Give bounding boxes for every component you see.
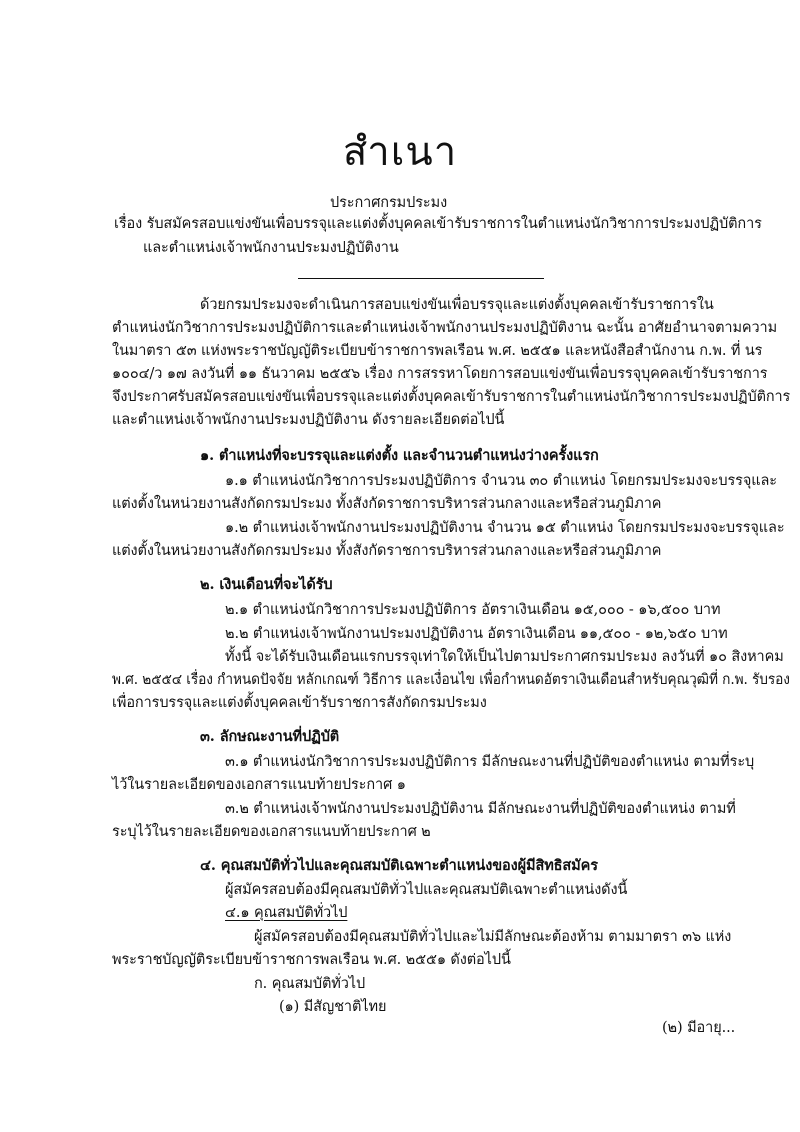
intro-line: ๑๐๐๔/ว ๑๗ ลงวันที่ ๑๑ ธันวาคม ๒๕๕๖ เรื่อง การสรรหาโดยการสอบแข่งขันเพื่อบรรจุบุคคลเข้ารับราชการ bbox=[112, 366, 768, 382]
section-2-line: พ.ศ. ๒๕๕๔ เรื่อง กำหนดปัจจัย หลักเกณฑ์ วิธีการ และเงื่อนไข เพื่อกำหนดอัตราเงินเดือนสำหรับคุณวุฒิที่ ก.พ. รับรอง bbox=[112, 672, 790, 688]
announcement-title: ประกาศกรมประมง bbox=[330, 195, 448, 211]
intro-line: ในมาตรา ๕๓ แห่งพระราชบัญญัติระเบียบข้าราชการพลเรือน พ.ศ. ๒๕๕๑ และหนังสือสำนักงาน ก.พ. ที่ นร bbox=[112, 343, 763, 359]
section-2-line: ๒.๑ ตำแหน่งนักวิชาการประมงปฏิบัติการ อัตราเงินเดือน ๑๕,๐๐๐ - ๑๖,๕๐๐ บาท bbox=[225, 602, 721, 618]
section-4-heading: ๔. คุณสมบัติทั่วไปและคุณสมบัติเฉพาะตำแหน่งของผู้มีสิทธิสมัคร bbox=[200, 857, 598, 874]
section-4-line: ผู้สมัครสอบต้องมีคุณสมบัติทั่วไปและไม่มีลักษณะต้องห้าม ตามมาตรา ๓๖ แห่ง bbox=[254, 929, 732, 945]
section-3-line: ระบุไว้ในรายละเอียดของเอกสารแนบท้ายประกาศ ๒ bbox=[112, 824, 431, 840]
section-3-line: ๓.๒ ตำแหน่งเจ้าพนักงานประมงปฏิบัติงาน มีลักษณะงานที่ปฏิบัติของตำแหน่ง ตามที่ bbox=[225, 801, 736, 817]
subject-line-1: เรื่อง รับสมัครสอบแข่งขันเพื่อบรรจุและแต่งตั้งบุคคลเข้ารับราชการในตำแหน่งนักวิชาการประมงปฏิบัติการ bbox=[114, 216, 762, 232]
section-4-line: พระราชบัญญัติระเบียบข้าราชการพลเรือน พ.ศ. ๒๕๕๑ ดังต่อไปนี้ bbox=[112, 952, 511, 968]
item-1: (๑) มีสัญชาติไทย bbox=[279, 999, 387, 1015]
continued-marker: (๒) มีอายุ... bbox=[662, 1020, 736, 1036]
section-3-line: ๓.๑ ตำแหน่งนักวิชาการประมงปฏิบัติการ มีลักษณะงานที่ปฏิบัติของตำแหน่ง ตามที่ระบุ bbox=[225, 754, 755, 770]
intro-line: ตำแหน่งนักวิชาการประมงปฏิบัติการและตำแหน่งเจ้าพนักงานประมงปฏิบัติงาน ฉะนั้น อาศัยอำนาจตามความ bbox=[112, 320, 778, 336]
section-1-line: ๑.๒ ตำแหน่งเจ้าพนักงานประมงปฏิบัติงาน จำนวน ๑๕ ตำแหน่ง โดยกรมประมงจะบรรจุและ bbox=[225, 520, 785, 536]
intro-line: จึงประกาศรับสมัครสอบแข่งขันเพื่อบรรจุและแต่งตั้งบุคคลเข้ารับราชการในตำแหน่งนักวิชาการประมงปฏิบัติการ bbox=[112, 389, 791, 405]
title-divider bbox=[298, 278, 544, 279]
section-1-line: ๑.๑ ตำแหน่งนักวิชาการประมงปฏิบัติการ จำนวน ๓๐ ตำแหน่ง โดยกรมประมงจะบรรจุและ bbox=[225, 473, 777, 489]
section-1-line: แต่งตั้งในหน่วยงานสังกัดกรมประมง ทั้งสังกัดราชการบริหารส่วนกลางและหรือส่วนภูมิภาค bbox=[112, 496, 662, 512]
section-3-line: ไว้ในรายละเอียดของเอกสารแนบท้ายประกาศ ๑ bbox=[112, 777, 406, 793]
section-2-line: ทั้งนี้ จะได้รับเงินเดือนแรกบรรจุเท่าใดให้เป็นไปตามประกาศกรมประมง ลงวันที่ ๑๐ สิงหาคม bbox=[225, 649, 784, 665]
section-1-line: แต่งตั้งในหน่วยงานสังกัดกรมประมง ทั้งสังกัดราชการบริหารส่วนกลางและหรือส่วนภูมิภาค bbox=[112, 543, 662, 559]
section-2-heading: ๒. เงินเดือนที่จะได้รับ bbox=[200, 576, 333, 593]
section-4-1-heading: ๔.๑ คุณสมบัติทั่วไป bbox=[225, 905, 348, 921]
copy-stamp: สำเนา bbox=[342, 129, 458, 175]
subject-line-2: และตำแหน่งเจ้าพนักงานประมงปฏิบัติงาน bbox=[143, 240, 399, 256]
intro-line: ด้วยกรมประมงจะดำเนินการสอบแข่งขันเพื่อบรรจุและแต่งตั้งบุคคลเข้ารับราชการใน bbox=[200, 297, 714, 313]
section-2-line: เพื่อการบรรจุและแต่งตั้งบุคคลเข้ารับราชการสังกัดกรมประมง bbox=[112, 695, 487, 711]
intro-line: และตำแหน่งเจ้าพนักงานประมงปฏิบัติงาน ดังรายละเอียดต่อไปนี้ bbox=[112, 412, 505, 428]
item-a: ก. คุณสมบัติทั่วไป bbox=[254, 976, 366, 992]
section-4-intro: ผู้สมัครสอบต้องมีคุณสมบัติทั่วไปและคุณสมบัติเฉพาะตำแหน่งดังนี้ bbox=[225, 882, 628, 898]
section-3-heading: ๓. ลักษณะงานที่ปฏิบัติ bbox=[200, 728, 340, 745]
section-2-line: ๒.๒ ตำแหน่งเจ้าพนักงานประมงปฏิบัติงาน อัตราเงินเดือน ๑๑,๕๐๐ - ๑๒,๖๕๐ บาท bbox=[225, 626, 728, 642]
section-1-heading: ๑. ตำแหน่งที่จะบรรจุและแต่งตั้ง และจำนวนตำแหน่งว่างครั้งแรก bbox=[200, 447, 599, 464]
